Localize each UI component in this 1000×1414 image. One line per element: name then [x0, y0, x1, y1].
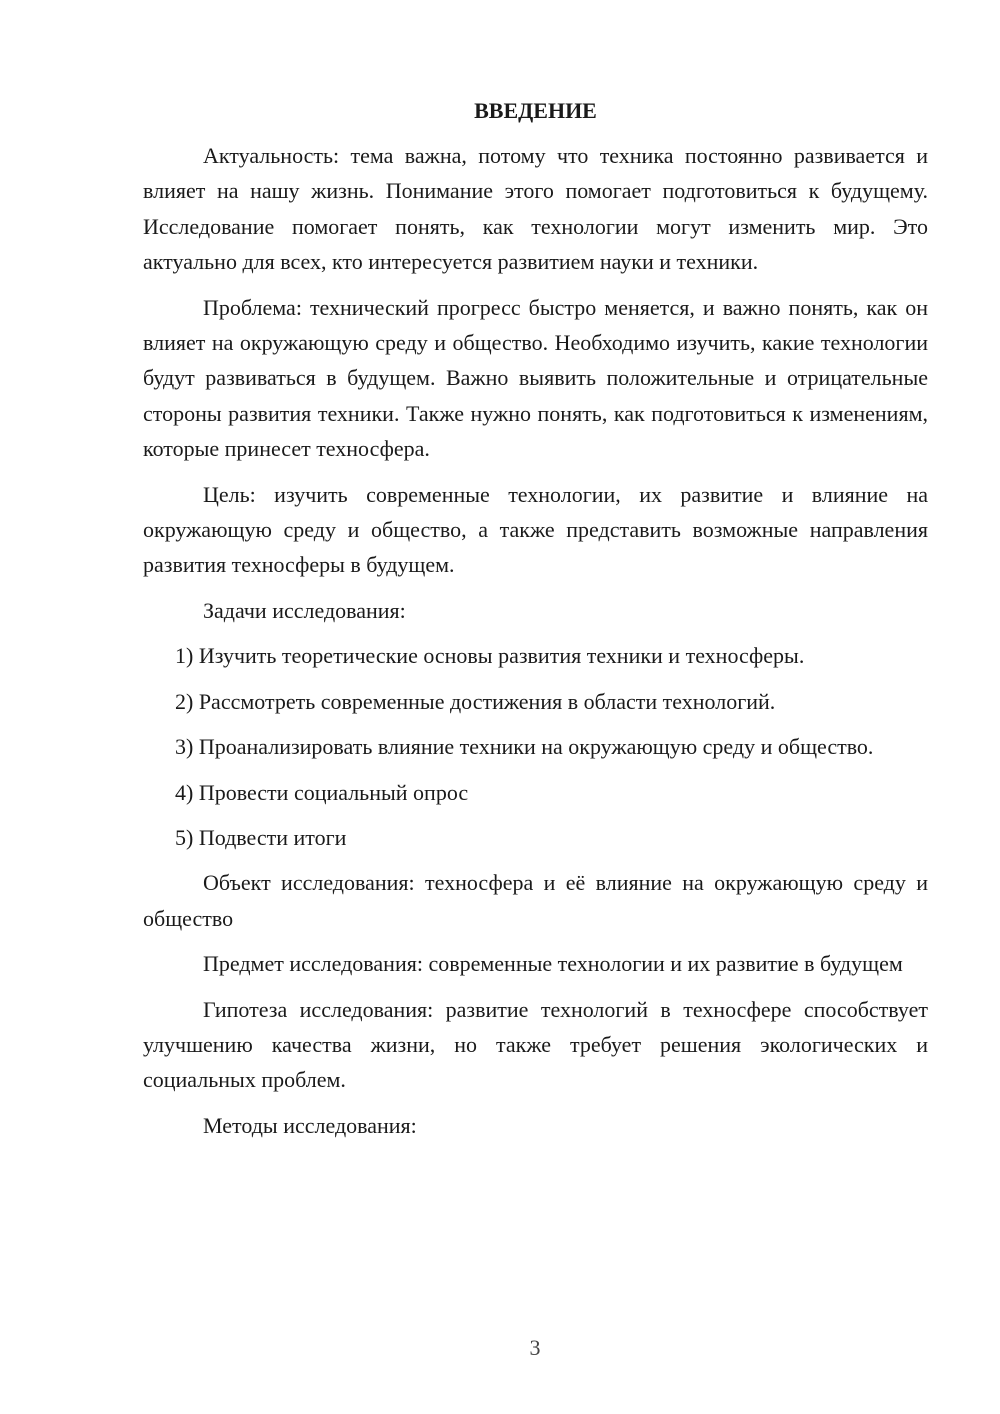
- section-title: ВВЕДЕНИЕ: [474, 98, 597, 123]
- paragraph-tasks-heading: Задачи исследования:: [203, 597, 406, 623]
- task-item-3: 3) Проанализировать влияние техники на окружающую среду и общество.: [175, 734, 874, 760]
- paragraph-hypothesis: Гипотеза исследования: развитие технологий в техносфере способствует улучшению качества жизни, но также требует решения экологических и социальных проблем.: [143, 996, 928, 1093]
- task-item-2: 2) Рассмотреть современные достижения в области технологий.: [175, 688, 776, 714]
- paragraph-relevance: Актуальность: тема важна, потому что техника постоянно развивается и влияет на нашу жизнь. Понимание этого помогает подготовиться к будущему. Исследование помогает понять, как технологии могут изменить мир. Это актуально для всех, кто интересуется развитием науки и техники.: [143, 143, 928, 275]
- paragraph-object: Объект исследования: техносфера и её влияние на окружающую среду и общество: [143, 870, 928, 931]
- task-item-1: 1) Изучить теоретические основы развития техники и техносферы.: [175, 643, 805, 669]
- page-number: 3: [529, 1335, 541, 1360]
- task-item-5: 5) Подвести итоги: [175, 824, 347, 850]
- task-item-4: 4) Провести социальный опрос: [175, 779, 469, 805]
- paragraph-problem: Проблема: технический прогресс быстро меняется, и важно понять, как он влияет на окружающую среду и общество. Необходимо изучить, какие технологии будут развиваться в будущем. Важно выявить положительные и отрицательные стороны развития техники. Также нужно понять, как подготовиться к изменениям, которые принесет техносфера.: [143, 294, 928, 462]
- paragraph-subject: Предмет исследования: современные технологии и их развитие в будущем: [203, 951, 903, 977]
- paragraph-methods: Методы исследования:: [203, 1112, 417, 1138]
- page-content: [143, 96, 928, 1153]
- paragraph-goal: Цель: изучить современные технологии, их развитие и влияние на окружающую среду и общество, а также представить возможные направления развития техносферы в будущем.: [143, 481, 928, 578]
